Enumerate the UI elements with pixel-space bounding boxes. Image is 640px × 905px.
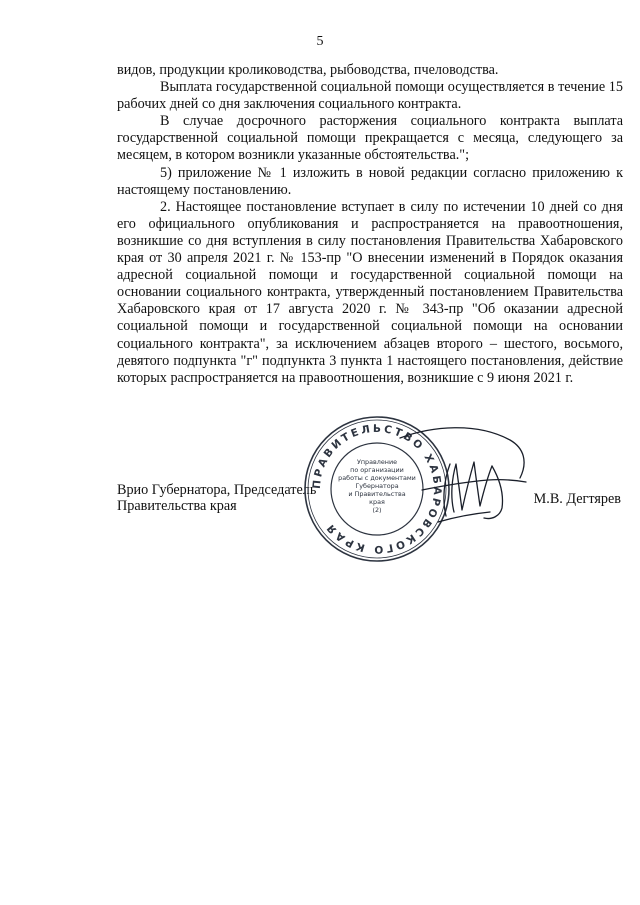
- paragraph-effective-date: 2. Настоящее постановление вступает в силу по истечении 10 дней со дня его официального опубликования и распространяется на правоотношения, возникшие со дня вступления в силу постановления Правительства Хабаровского края от 30 апреля 2021 г. № 153-пр "О внесении изменений в Порядок оказания адресной социальной помощи и государственной социальной помощи на основании социального контракта, утвержденный постановлением Правительства Хабаровского края от 17 августа 2020 г. № 343-пр "Об оказании адресной социальной помощи и государственной социальной помощи на основании социального контракта", за исключением абзацев второго – шестого, восьмого, девятого подпункта "г" подпункта 3 пункта 1 настоящего постановления, действие которых распространяется на правоотношения, возникшие с 9 июня 2021 г.: [117, 198, 623, 386]
- document-body: [117, 62, 623, 387]
- handwritten-signature: [392, 420, 532, 530]
- stamp-center-line: края: [369, 498, 385, 506]
- stamp-center-line: (2): [372, 506, 382, 514]
- stamp-center-line: работы с документами: [338, 474, 416, 482]
- page-number: 5: [316, 34, 324, 49]
- signatory-name: М.В. Дегтярев: [533, 491, 621, 507]
- stamp-center-line: Управление: [356, 458, 398, 466]
- paragraph-early-termination: В случае досрочного расторжения социального контракта выплата государственной социальной помощи прекращается с месяца, следующего за месяцем, в котором возникли указанные обстоятельства.";: [117, 113, 623, 164]
- signatory-position-line2: Правительства края: [117, 498, 237, 514]
- stamp-center-line: и Правительства: [348, 490, 406, 498]
- paragraph-payment-term: Выплата государственной социальной помощи осуществляется в течение 15 рабочих дней со дня заключения социального контракта.: [117, 79, 623, 113]
- signatory-position: [117, 482, 316, 514]
- paragraph-continuation: видов, продукции кролиководства, рыбоводства, пчеловодства.: [117, 62, 499, 78]
- signatory-position-line1: Врио Губернатора, Председатель: [117, 482, 317, 498]
- stamp-ring-text: ПРАВИТЕЛЬСТВО ХАБАРОВСКОГО КРАЯ: [310, 422, 444, 556]
- stamp-center-line: Губернатора: [355, 482, 399, 490]
- paragraph-appendix: 5) приложение № 1 изложить в новой редакции согласно приложению к настоящему постановлению.: [117, 164, 623, 198]
- stamp-center-line: по организации: [350, 466, 404, 474]
